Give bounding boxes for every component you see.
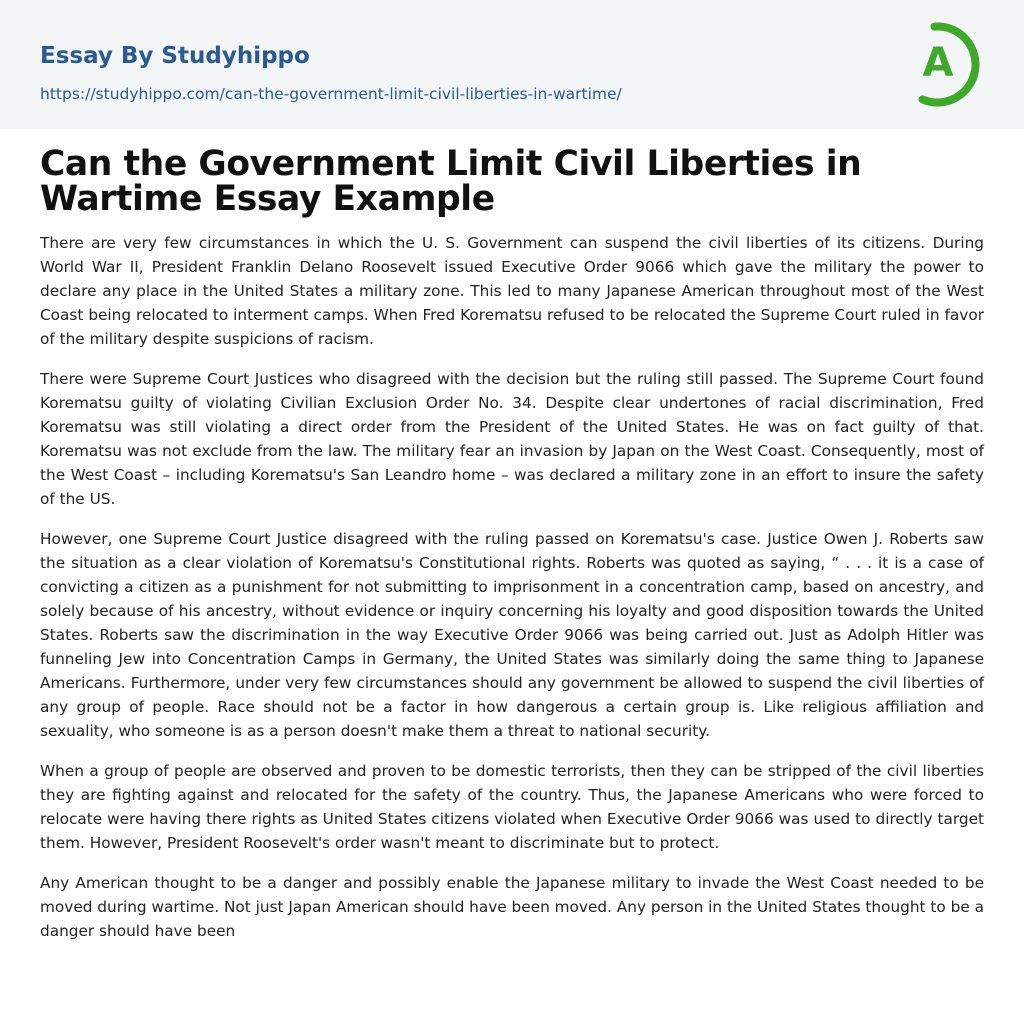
paragraph-1: There are very few circumstances in which the U. S. Government can suspend the civil liberties of its citizens. During World War II, President Franklin Delano Roosevelt issued Executive Order 9066 which gave the military the power to declare any place in the United States a military zone. This led to many Japanese American throughout most of the West Coast being relocated to interment camps. When Fred Korematsu refused to be relocated the Supreme Court ruled in favor of the military despite suspicions of racism. [40, 234, 984, 348]
studyhippo-logo-icon[interactable] [896, 18, 988, 110]
brand-title[interactable]: Essay By Studyhippo [40, 43, 310, 69]
paragraph-3: However, one Supreme Court Justice disagreed with the ruling passed on Korematsu's case. Justice Owen J. Roberts saw the situation as a clear violation of Korematsu's Constitutional rights. Roberts was quoted as saying, “ . . . it is a case of convicting a citizen as a punishment for not submitting to imprisonment in a concentration camp, based on ancestry, and solely because of his ancestry, without evidence or inquiry concerning his loyalty and good disposition towards the United States. Roberts saw the discrimination in the way Executive Order 9066 was being carried out. Just as Adolph Hitler was funneling Jew into Concentration Camps in Germany, the United States was similarly doing the same thing to Japanese Americans. Furthermore, under very few circumstances should any government be allowed to suspend the civil liberties of any group of people. Race should not be a factor in how dangerous a certain group is. Like religious affiliation and sexuality, who someone is as a person doesn't make them a threat to national security. [40, 530, 984, 740]
essay-url-link[interactable]: https://studyhippo.com/can-the-government-limit-civil-liberties-in-wartime/ [40, 85, 622, 103]
paragraph-2: There were Supreme Court Justices who disagreed with the decision but the ruling still passed. The Supreme Court found Korematsu guilty of violating Civilian Exclusion Order No. 34. Despite clear undertones of racial discrimination, Fred Korematsu was still violating a direct order from the President of the United States. He was on fact guilty of that. Korematsu was not exclude from the law. The military fear an invasion by Japan on the West Coast. Consequently, most of the West Coast – including Korematsu's San Leandro home – was declared a military zone in an effort to insure the safety of the US. [40, 370, 984, 508]
page-title: Can the Government Limit Civil Liberties in Wartime Essay Example [40, 144, 862, 219]
site-header [0, 0, 1024, 129]
logo-letter: A [922, 40, 954, 86]
article-body [40, 144, 984, 959]
paragraph-4: When a group of people are observed and proven to be domestic terrorists, then they can be stripped of the civil liberties they are fighting against and relocated for the safety of the country. Thus, the Japanese Americans who were forced to relocate were having there rights as United States citizens violated when Executive Order 9066 was used to directly target them. However, President Roosevelt's order wasn't meant to discriminate but to protect. [40, 762, 984, 852]
paragraph-5: Any American thought to be a danger and possibly enable the Japanese military to invade the West Coast needed to be moved during wartime. Not just Japan American should have been moved. Any person in the United States thought to be a danger should have been [40, 874, 984, 940]
